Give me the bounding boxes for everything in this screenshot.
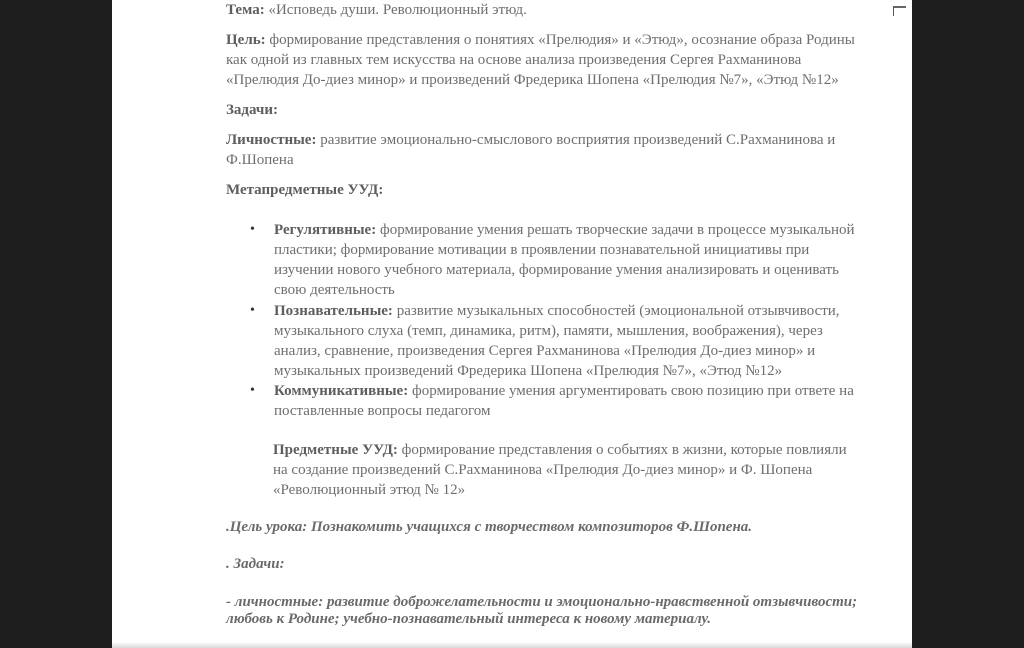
page-bottom-edge (112, 642, 912, 648)
personal-label: Личностные: (226, 132, 317, 148)
communicative-text-1: формирование умения аргументировать свою позицию при ответе на (408, 383, 854, 399)
tema-text: «Исповедь души. Революционный этюд. (264, 2, 527, 18)
communicative-label: Коммуникативные: (274, 383, 409, 399)
regulative-line-3: изучении нового учебного материала, формирование умения анализировать и оценивать (274, 262, 839, 278)
cognitive-line-3: анализ, сравнение, произведения Сергея Рахманинова «Прелюдия До-диез минор» и (274, 343, 816, 359)
lesson-personal-line-2: любовь к Родине; учебно-познавательный интереса к новому материалу. (226, 611, 711, 627)
goal-label: Цель: (226, 32, 266, 48)
communicative-line-2: поставленные вопросы педагогом (274, 403, 491, 419)
meta-heading: Метапредметные УУД: (226, 182, 384, 198)
cognitive-line-2: музыкального слуха (темп, динамика, ритм), памяти, мышления, воображения), через (274, 323, 823, 339)
goal-line-2: как одной из главных тем искусства на основе анализа произведения Сергея Рахманинова (226, 52, 802, 68)
personal-line-1 (226, 130, 835, 150)
subject-line-2: на создание произведений С.Рахманинова «Прелюдия До-диез минор» и Ф. Шопена (273, 462, 813, 478)
lesson-tasks: . Задачи: (226, 556, 285, 572)
cognitive-line-4: музыкальных произведений Фредерика Шопена «Прелюдия №7», «Этюд №12» (274, 363, 783, 379)
lesson-personal-line-1: - личностные: развитие доброжелательности и эмоционально-нравственной отзывчивости; (226, 594, 858, 610)
subject-label: Предметные УУД: (273, 442, 398, 458)
subject-text-1: формирование представления о событиях в жизни, которые повлияли (397, 442, 847, 458)
bullet-cognitive: • (250, 303, 255, 318)
regulative-line-4: свою деятельность (274, 282, 395, 298)
document-page (112, 0, 912, 648)
page-corner-mark (893, 6, 906, 16)
regulative-line-1 (274, 220, 855, 240)
regulative-label: Регулятивные: (274, 222, 377, 238)
personal-line-2: Ф.Шопена (226, 152, 294, 168)
cognitive-line-1 (274, 301, 840, 321)
bullet-communicative: • (250, 383, 255, 398)
goal-line-3: «Прелюдия До-диез минор» и произведений Фредерика Шопена «Прелюдия №7», «Этюд №12» (226, 72, 839, 88)
communicative-line-1 (274, 381, 854, 401)
subject-line-1 (273, 440, 847, 460)
bullet-regulative: • (250, 222, 255, 237)
regulative-line-2: пластики; формирование мотивации в проявлении познавательной инициативы при (274, 242, 810, 258)
subject-line-3: «Революционный этюд № 12» (273, 482, 466, 498)
cognitive-text-1: развитие музыкальных способностей (эмоциональной отзывчивости, (392, 303, 840, 319)
tema-line (226, 0, 527, 20)
cognitive-label: Познавательные: (274, 303, 393, 319)
lesson-goal: .Цель урока: Познакомить учащихся с творчеством композиторов Ф.Шопена. (226, 519, 753, 535)
regulative-text-1: формирование умения решать творческие задачи в процессе музыкальной (376, 222, 855, 238)
tema-label: Тема: (226, 2, 265, 18)
personal-text-1: развитие эмоционально-смыслового восприятия произведений С.Рахманинова и (316, 132, 836, 148)
tasks-heading: Задачи: (226, 102, 279, 118)
goal-line-1 (226, 30, 855, 50)
goal-text-1: формирование представления о понятиях «Прелюдия» и «Этюд», осознание образа Родины (265, 32, 855, 48)
